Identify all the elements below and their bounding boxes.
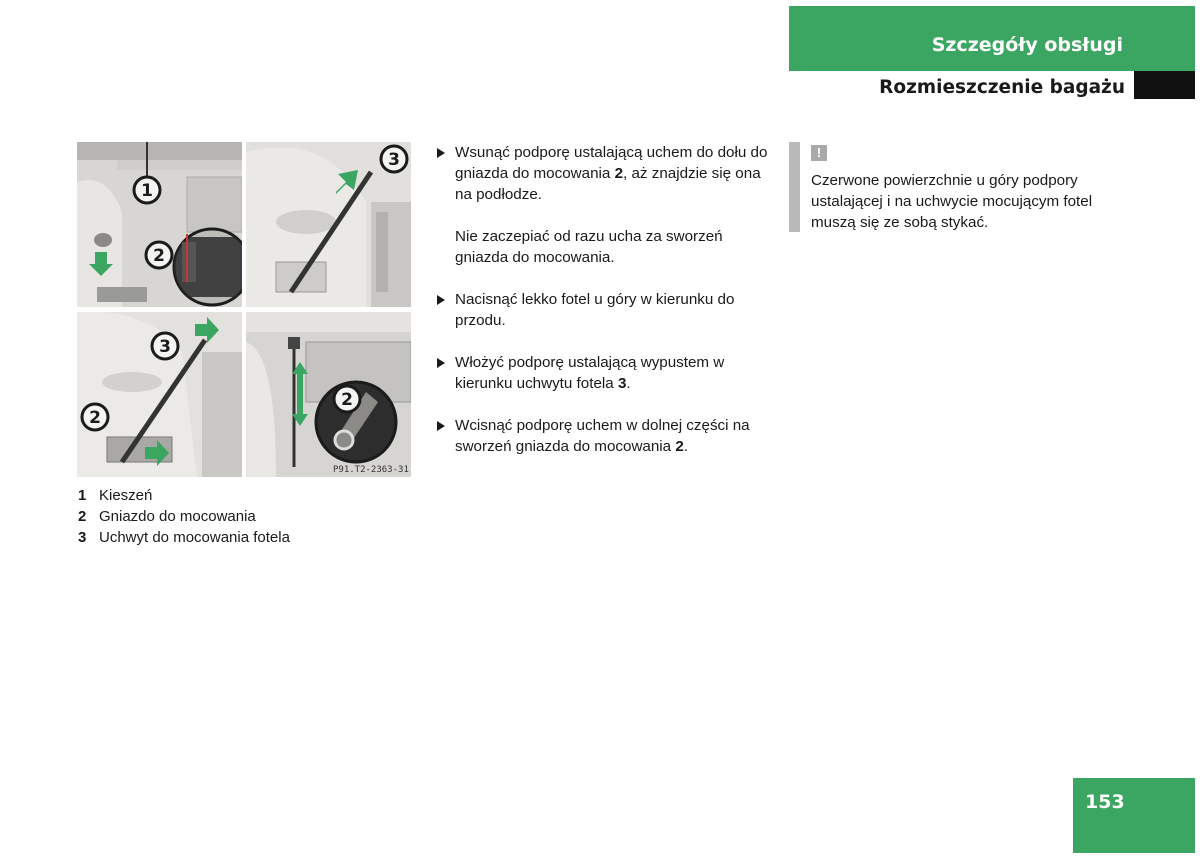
bullet-triangle-icon <box>437 421 445 431</box>
step-text: Nacisnąć lekko fotel u góry w kierunku do przodu. <box>455 291 735 329</box>
section-tab <box>789 6 1195 71</box>
step-text: . <box>626 375 631 392</box>
step-text: Wcisnąć podporę uchem w dolnej części na sworzeń gniazda do mocowania <box>455 417 750 455</box>
step-text: Włożyć podporę ustalającą wypustem w kierunku uchwytu fotela <box>455 354 725 392</box>
bullet-triangle-icon <box>437 148 445 158</box>
illustration-panel-1 <box>77 142 242 307</box>
legend-label: Gniazdo do mocowania <box>99 508 256 525</box>
step-ref: 3 <box>617 375 627 392</box>
legend-number: 1 <box>78 487 87 504</box>
page-number: 153 <box>1073 778 1195 853</box>
illustration-panel-4 <box>246 312 411 477</box>
section-title: Szczegóły obsługi <box>931 34 1123 56</box>
legend-label: Kieszeń <box>99 487 153 504</box>
step-ref: 2 <box>675 438 684 455</box>
step-text: Wsunąć podporę ustalającą uchem do dołu do gniazda do mocowania <box>455 144 768 182</box>
callout-1-text: 1 <box>141 181 153 201</box>
callout-3b-text: 3 <box>159 337 171 357</box>
figure-legend <box>78 485 290 548</box>
step-ref: 2 <box>614 165 624 182</box>
bullet-triangle-icon <box>437 295 445 305</box>
subsection-marker <box>1134 71 1195 99</box>
instruction-note: Nie zaczepiać od razu ucha za sworzeń gniazda do mocowania. <box>455 228 723 266</box>
callout-2-text: 2 <box>153 246 165 266</box>
note-bar <box>789 142 800 232</box>
caution-note <box>789 142 1129 232</box>
instruction-step <box>436 142 776 205</box>
illustration-panel-2 <box>246 142 411 307</box>
callout-3-text: 3 <box>388 150 400 170</box>
instruction-step <box>436 415 776 457</box>
warning-icon: ! <box>811 145 827 161</box>
legend-item <box>78 527 290 548</box>
instruction-steps <box>436 142 776 457</box>
bullet-triangle-icon <box>437 358 445 368</box>
step-text: . <box>683 438 689 455</box>
illustration-panel-3 <box>77 312 242 477</box>
instruction-step <box>436 289 776 331</box>
seat-mounting-illustration <box>77 142 411 477</box>
note-text: Czerwone powierzchnie u góry podpory ustalającej i na uchwycie mocującym fotel muszą się ze sobą stykać. <box>811 172 1093 231</box>
legend-item <box>78 506 290 527</box>
callout-2c-text: 2 <box>341 390 353 410</box>
subsection-title: Rozmieszczenie bagażu <box>879 77 1125 98</box>
legend-label: Uchwyt do mocowania fotela <box>99 529 290 546</box>
instruction-step <box>436 352 776 394</box>
legend-number: 3 <box>78 529 87 546</box>
step-text: , aż znajdzie się ona na podłodze. <box>455 165 761 203</box>
reference-code: P91.T2-2363-31 <box>333 465 409 475</box>
legend-number: 2 <box>78 508 87 525</box>
legend-item <box>78 485 290 506</box>
callout-2b-text: 2 <box>89 408 101 428</box>
